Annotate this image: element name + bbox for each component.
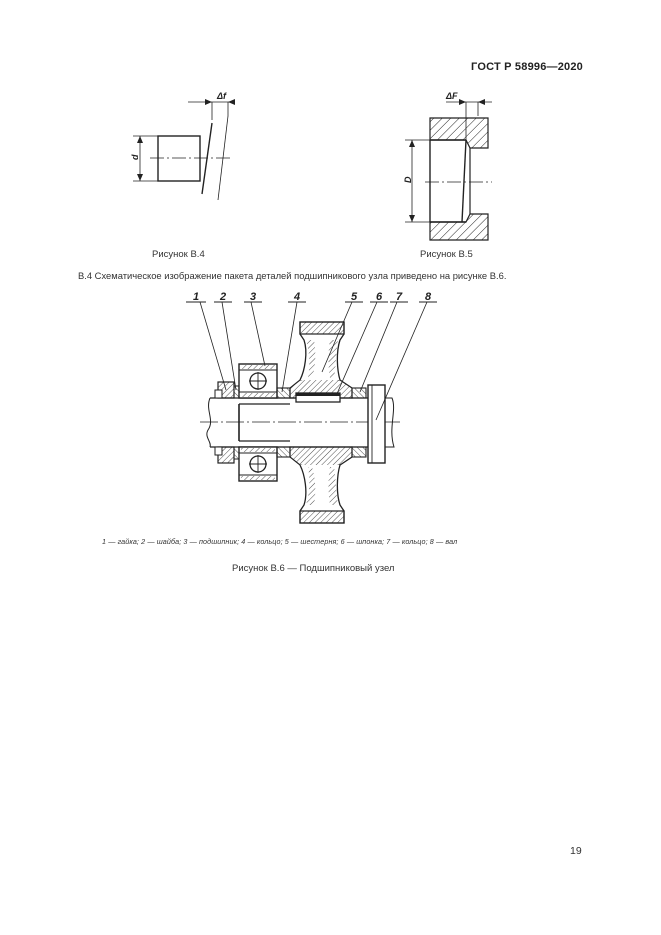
figure-b6-label-7: 7 (396, 291, 403, 303)
figure-b6-caption: Рисунок В.6 — Подшипниковый узел (232, 563, 395, 574)
figure-b6-legend: 1 — гайка; 2 — шайба; 3 — подшипник; 4 — кольцо; 5 — шестерня; 6 — шпонка; 7 — кольцо; 8 — вал (102, 537, 458, 546)
document-header: ГОСТ Р 58996—2020 (471, 61, 583, 73)
figure-b6-label-5: 5 (351, 291, 358, 303)
figure-b4-d-label: d (130, 154, 140, 160)
page-number: 19 (570, 845, 582, 857)
figure-b4-drawing (133, 99, 235, 200)
figure-b6-drawing (186, 302, 437, 523)
figure-b6-label-3: 3 (250, 291, 257, 303)
figure-b5-delta-label: ΔF (446, 91, 458, 101)
figure-b6-label-1: 1 (193, 291, 200, 303)
figure-b6-label-4: 4 (294, 291, 301, 303)
figure-b5-drawing (405, 99, 492, 240)
figure-b6-label-6: 6 (376, 291, 383, 303)
figure-b5-caption: Рисунок В.5 (420, 249, 473, 260)
figure-b5-d-label: D (403, 176, 413, 183)
figure-b6-label-8: 8 (425, 291, 432, 303)
figure-b4-caption: Рисунок В.4 (152, 249, 205, 260)
figure-b4-delta-label: Δf (217, 91, 227, 101)
paragraph-b4: В.4 Схематическое изображение пакета деталей подшипникового узла приведено на рисунке В.6. (78, 270, 507, 281)
figure-b6-label-2: 2 (220, 291, 227, 303)
